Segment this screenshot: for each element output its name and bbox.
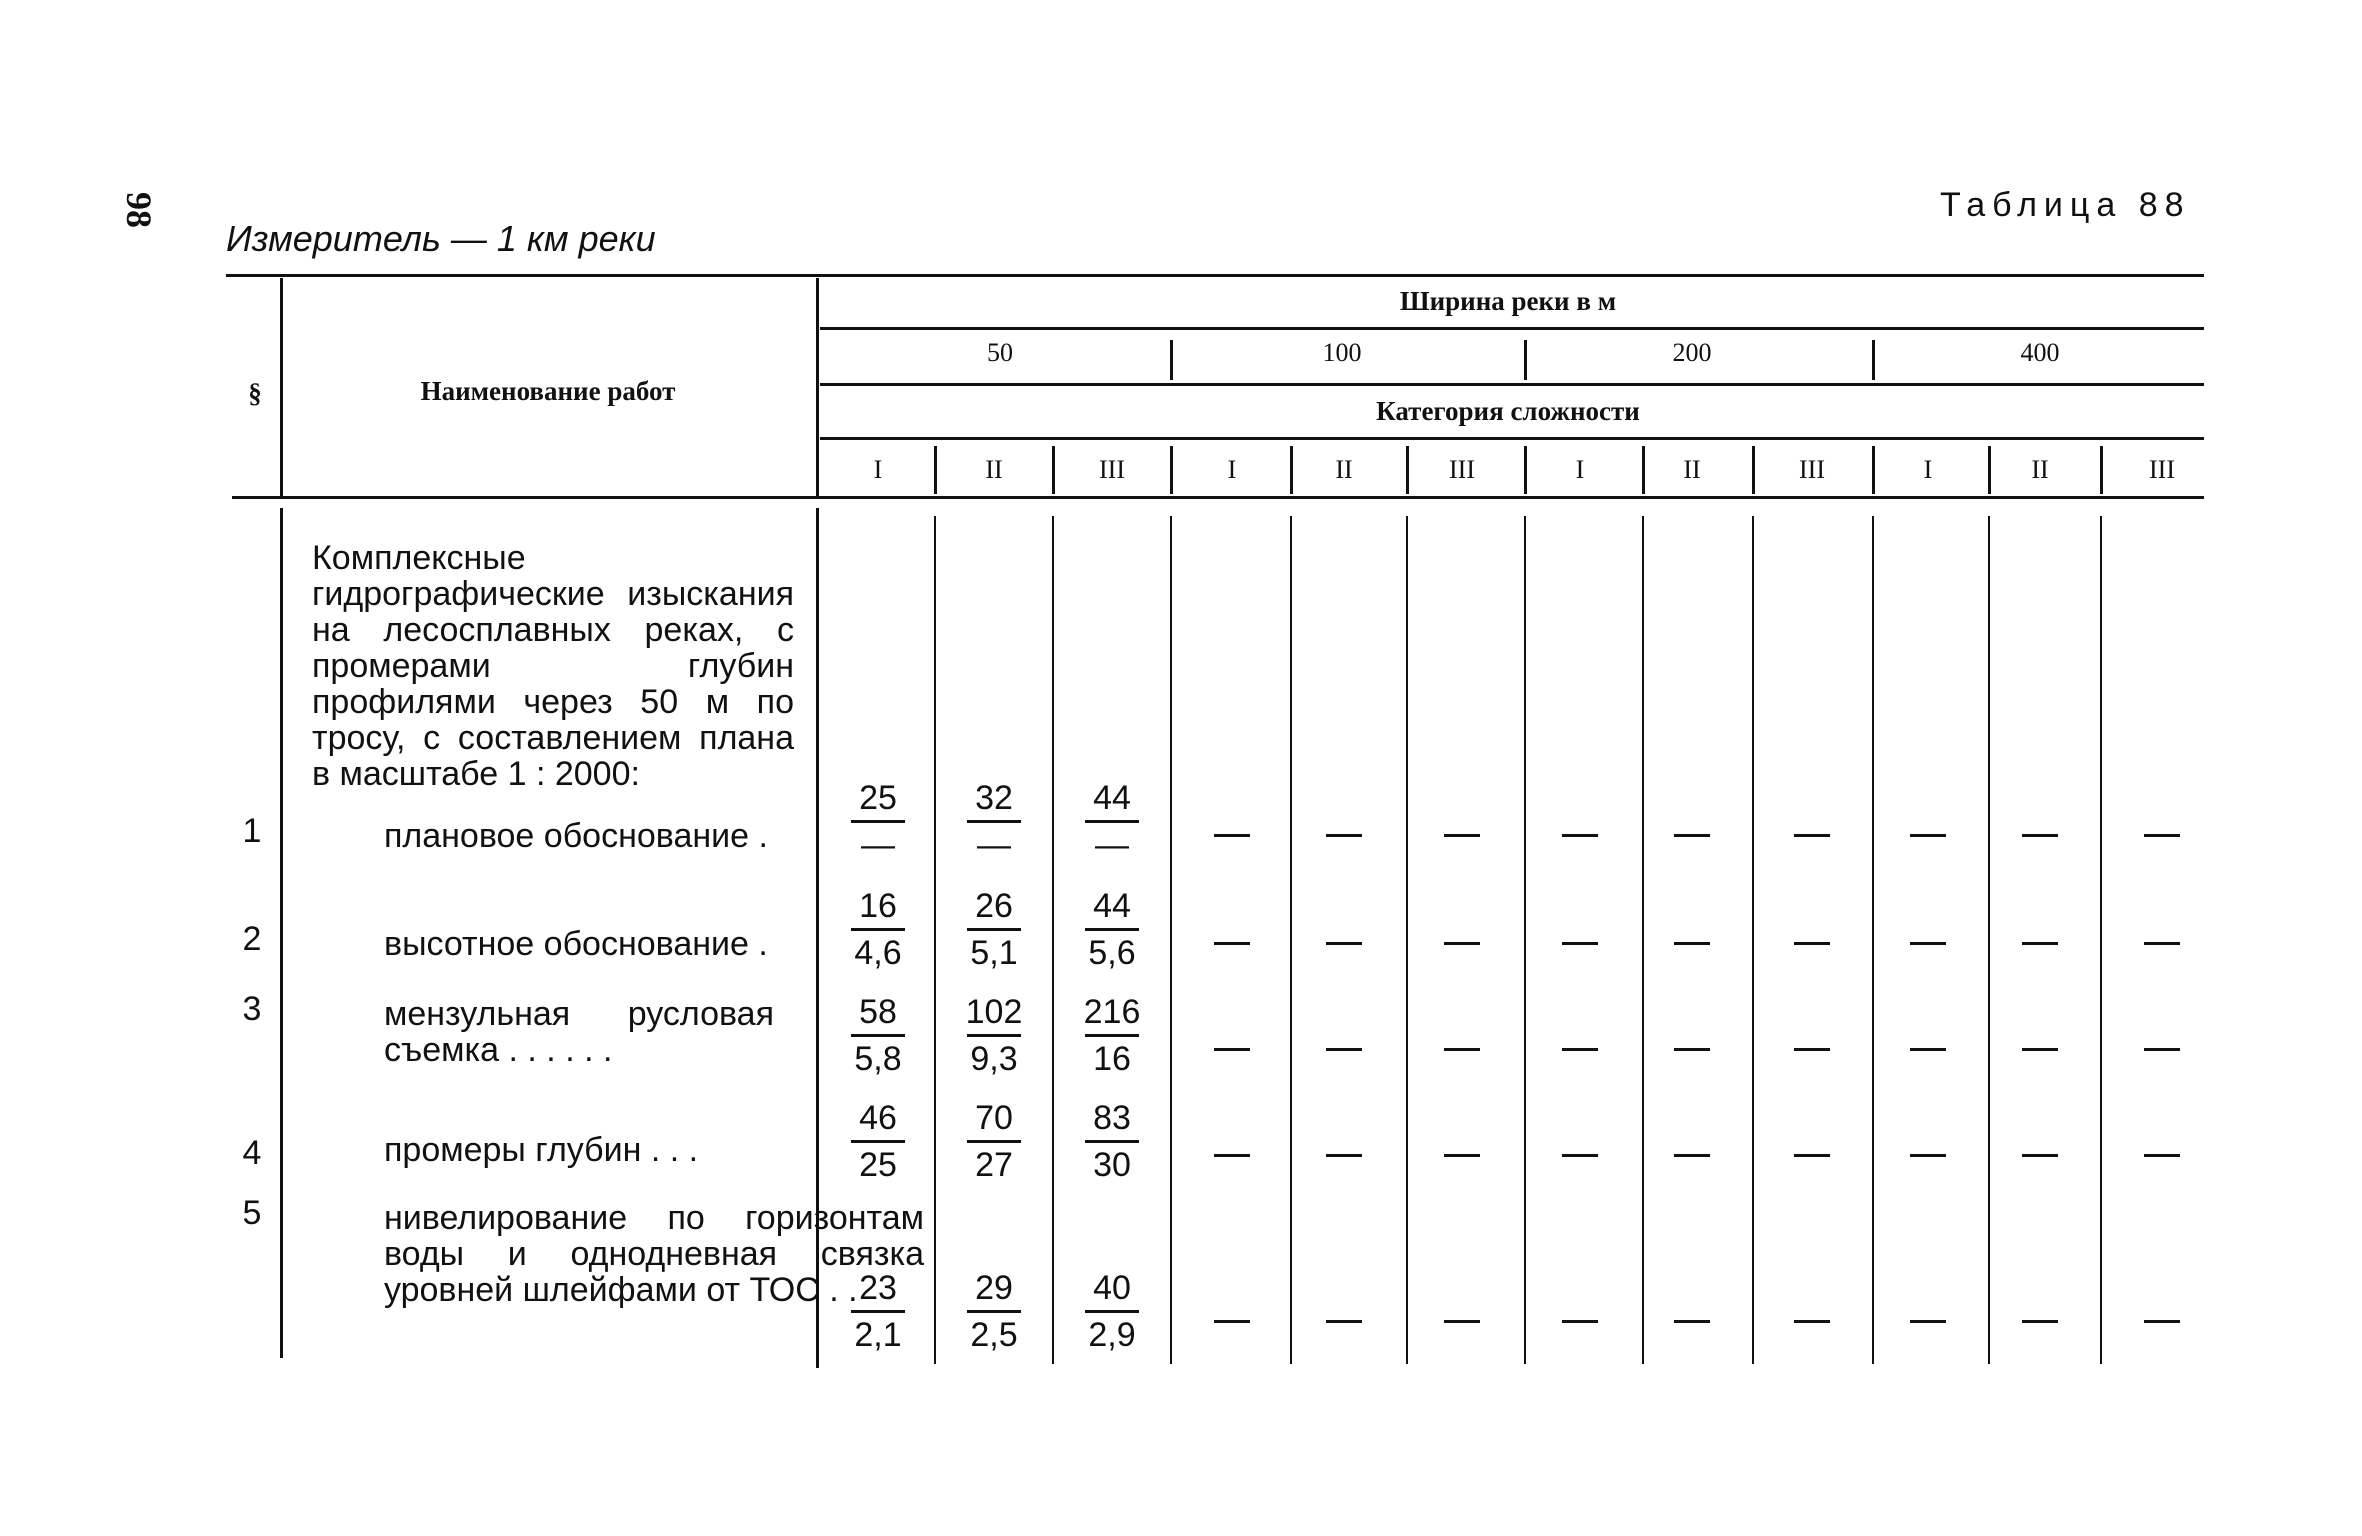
work-name: мензульная русловая съемка . . . . . . xyxy=(384,995,774,1069)
value-fraction xyxy=(838,992,918,1079)
numerator: 70 xyxy=(975,1099,1013,1137)
empty-dash xyxy=(1444,834,1480,837)
body-column-divider xyxy=(1872,516,1874,1364)
intro-text: Комплексные гидрографические изыскания на лесосплавных реках, с промерами глубин профилями через 50 м по тросу, с составлением плана в масштабе 1 : 2000: xyxy=(312,539,794,793)
denominator: 5,6 xyxy=(1088,934,1136,972)
empty-dash xyxy=(1562,834,1598,837)
page-number: 98 xyxy=(119,192,159,228)
numerator: 83 xyxy=(1093,1099,1131,1137)
category-label-ii: II xyxy=(1683,455,1701,484)
denominator: 16 xyxy=(1093,1040,1131,1078)
row-number: 1 xyxy=(242,812,262,850)
value-fraction xyxy=(1072,886,1152,973)
body-column-divider xyxy=(934,516,936,1364)
width-label-200: 200 xyxy=(1672,338,1712,367)
fraction-bar xyxy=(851,928,905,931)
body-column-divider xyxy=(1642,516,1644,1364)
fraction-bar xyxy=(967,820,1021,823)
fraction-bar xyxy=(967,1034,1021,1037)
empty-dash xyxy=(1214,1320,1250,1323)
header-bottom-rule xyxy=(232,496,2204,499)
body-column-divider xyxy=(1290,516,1292,1364)
work-name-header: Наименование работ xyxy=(420,376,676,406)
body-column-divider xyxy=(1052,516,1054,1364)
denominator: 25 xyxy=(859,1146,897,1184)
fraction-bar xyxy=(967,1140,1021,1143)
value-fraction xyxy=(1072,992,1152,1079)
empty-dash xyxy=(1674,942,1710,945)
category-divider xyxy=(1406,446,1409,494)
numerator: 25 xyxy=(859,779,897,817)
fraction-bar xyxy=(851,1310,905,1313)
body-column-divider xyxy=(2100,516,2102,1364)
category-divider xyxy=(1524,446,1527,494)
category-divider xyxy=(2100,446,2103,494)
width-rule xyxy=(820,327,2204,330)
name-column-divider xyxy=(816,278,819,496)
category-label-i: I xyxy=(1923,455,1933,484)
numerator: 26 xyxy=(975,887,1013,925)
value-fraction xyxy=(954,992,1034,1079)
empty-dash xyxy=(1910,1320,1946,1323)
empty-dash xyxy=(1674,834,1710,837)
category-divider xyxy=(1290,446,1293,494)
denominator: 2,9 xyxy=(1088,1316,1136,1354)
numerator: 32 xyxy=(975,779,1013,817)
fraction-bar xyxy=(967,1310,1021,1313)
numerator: 44 xyxy=(1093,887,1131,925)
denominator: — xyxy=(977,826,1011,864)
category-label-iii: III xyxy=(2149,455,2175,484)
numerator: 58 xyxy=(859,993,897,1031)
section-column-divider-body xyxy=(280,508,283,1358)
empty-dash xyxy=(2144,1048,2180,1051)
value-fraction xyxy=(838,1098,918,1185)
empty-dash xyxy=(1562,1048,1598,1051)
empty-dash xyxy=(1444,942,1480,945)
empty-dash xyxy=(1444,1048,1480,1051)
widths-rule xyxy=(820,383,2204,386)
empty-dash xyxy=(2144,942,2180,945)
empty-dash xyxy=(1794,1320,1830,1323)
category-label-iii: III xyxy=(1099,455,1125,484)
empty-dash xyxy=(1326,1320,1362,1323)
work-name: плановое обоснование . xyxy=(384,817,768,855)
unit-label: Измеритель — 1 км реки xyxy=(226,218,656,259)
fraction-bar xyxy=(851,1034,905,1037)
fraction-bar xyxy=(851,820,905,823)
value-fraction xyxy=(838,778,918,865)
empty-dash xyxy=(1444,1154,1480,1157)
denominator: 30 xyxy=(1093,1146,1131,1184)
fraction-bar xyxy=(1085,1310,1139,1313)
category-label-i: I xyxy=(1227,455,1237,484)
fraction-bar xyxy=(1085,1034,1139,1037)
category-divider xyxy=(1052,446,1055,494)
empty-dash xyxy=(1910,1048,1946,1051)
category-label-i: I xyxy=(873,455,883,484)
row-number: 2 xyxy=(242,920,262,958)
category-label-ii: II xyxy=(2031,455,2049,484)
empty-dash xyxy=(1326,1154,1362,1157)
category-divider xyxy=(934,446,937,494)
empty-dash xyxy=(1326,942,1362,945)
denominator: 4,6 xyxy=(854,934,902,972)
denominator: 27 xyxy=(975,1146,1013,1184)
empty-dash xyxy=(2144,1320,2180,1323)
denominator: — xyxy=(861,826,895,864)
empty-dash xyxy=(1562,1320,1598,1323)
category-label-ii: II xyxy=(985,455,1003,484)
numerator: 23 xyxy=(859,1269,897,1307)
empty-dash xyxy=(2022,1320,2058,1323)
empty-dash xyxy=(1794,1154,1830,1157)
category-label-ii: II xyxy=(1335,455,1353,484)
empty-dash xyxy=(1214,942,1250,945)
empty-dash xyxy=(1674,1320,1710,1323)
width-group-divider xyxy=(1170,340,1173,380)
width-group-divider xyxy=(1872,340,1875,380)
complexity-header: Категория сложности xyxy=(1376,396,1640,426)
category-divider xyxy=(1642,446,1645,494)
numerator: 44 xyxy=(1093,779,1131,817)
empty-dash xyxy=(1674,1048,1710,1051)
fraction-bar xyxy=(967,928,1021,931)
numerator: 40 xyxy=(1093,1269,1131,1307)
empty-dash xyxy=(1326,1048,1362,1051)
fraction-bar xyxy=(1085,820,1139,823)
empty-dash xyxy=(1910,1154,1946,1157)
work-name: нивелирование по горизонтам воды и однодневная связка уровней шлейфами от ТОС . . xyxy=(384,1199,924,1309)
body-column-divider xyxy=(1170,516,1172,1364)
category-label-i: I xyxy=(1575,455,1585,484)
empty-dash xyxy=(1326,834,1362,837)
row-number: 5 xyxy=(242,1194,262,1232)
denominator: 2,5 xyxy=(970,1316,1018,1354)
work-name: высотное обоснование . xyxy=(384,925,768,963)
empty-dash xyxy=(1794,942,1830,945)
row-number: 4 xyxy=(242,1134,262,1172)
body-column-divider xyxy=(1406,516,1408,1364)
table-title: Таблица 88 xyxy=(1940,186,2191,224)
empty-dash xyxy=(1794,834,1830,837)
empty-dash xyxy=(1562,1154,1598,1157)
category-label-iii: III xyxy=(1449,455,1475,484)
empty-dash xyxy=(1674,1154,1710,1157)
empty-dash xyxy=(2022,1048,2058,1051)
denominator: 5,8 xyxy=(854,1040,902,1078)
row-number: 3 xyxy=(242,990,262,1028)
denominator: 2,1 xyxy=(854,1316,902,1354)
value-fraction xyxy=(1072,1268,1152,1355)
top-rule xyxy=(226,274,2204,277)
value-fraction xyxy=(838,1268,918,1355)
empty-dash xyxy=(1910,834,1946,837)
width-group-divider xyxy=(1524,340,1527,380)
work-name: промеры глубин . . . xyxy=(384,1131,699,1169)
empty-dash xyxy=(1214,834,1250,837)
denominator: 9,3 xyxy=(970,1040,1018,1078)
body-column-divider xyxy=(1988,516,1990,1364)
numerator: 216 xyxy=(1083,993,1141,1031)
body-column-divider xyxy=(1524,516,1526,1364)
fraction-bar xyxy=(851,1140,905,1143)
empty-dash xyxy=(1562,942,1598,945)
category-rule xyxy=(820,437,2204,440)
numerator: 46 xyxy=(859,1099,897,1137)
empty-dash xyxy=(2022,1154,2058,1157)
body-column-divider xyxy=(1752,516,1754,1364)
empty-dash xyxy=(1794,1048,1830,1051)
category-divider xyxy=(1988,446,1991,494)
width-label-400: 400 xyxy=(2020,338,2060,367)
value-fraction xyxy=(838,886,918,973)
denominator: 5,1 xyxy=(970,934,1018,972)
empty-dash xyxy=(1214,1048,1250,1051)
category-divider xyxy=(1872,446,1875,494)
value-fraction xyxy=(1072,1098,1152,1185)
section-header: § xyxy=(248,378,262,408)
section-column-divider xyxy=(280,278,283,496)
empty-dash xyxy=(2022,942,2058,945)
category-label-iii: III xyxy=(1799,455,1825,484)
fraction-bar xyxy=(1085,928,1139,931)
value-fraction xyxy=(1072,778,1152,865)
numerator: 16 xyxy=(859,887,897,925)
empty-dash xyxy=(1214,1154,1250,1157)
denominator: — xyxy=(1095,826,1129,864)
empty-dash xyxy=(1444,1320,1480,1323)
empty-dash xyxy=(2144,1154,2180,1157)
numerator: 29 xyxy=(975,1269,1013,1307)
width-label-100: 100 xyxy=(1322,338,1362,367)
empty-dash xyxy=(1910,942,1946,945)
value-fraction xyxy=(954,778,1034,865)
width-label-50: 50 xyxy=(987,338,1013,367)
fraction-bar xyxy=(1085,1140,1139,1143)
value-fraction xyxy=(954,1098,1034,1185)
empty-dash xyxy=(2022,834,2058,837)
category-divider xyxy=(1170,446,1173,494)
river-width-header: Ширина реки в м xyxy=(1399,286,1617,316)
category-divider xyxy=(1752,446,1755,494)
numerator: 102 xyxy=(965,993,1023,1031)
value-fraction xyxy=(954,1268,1034,1355)
value-fraction xyxy=(954,886,1034,973)
empty-dash xyxy=(2144,834,2180,837)
